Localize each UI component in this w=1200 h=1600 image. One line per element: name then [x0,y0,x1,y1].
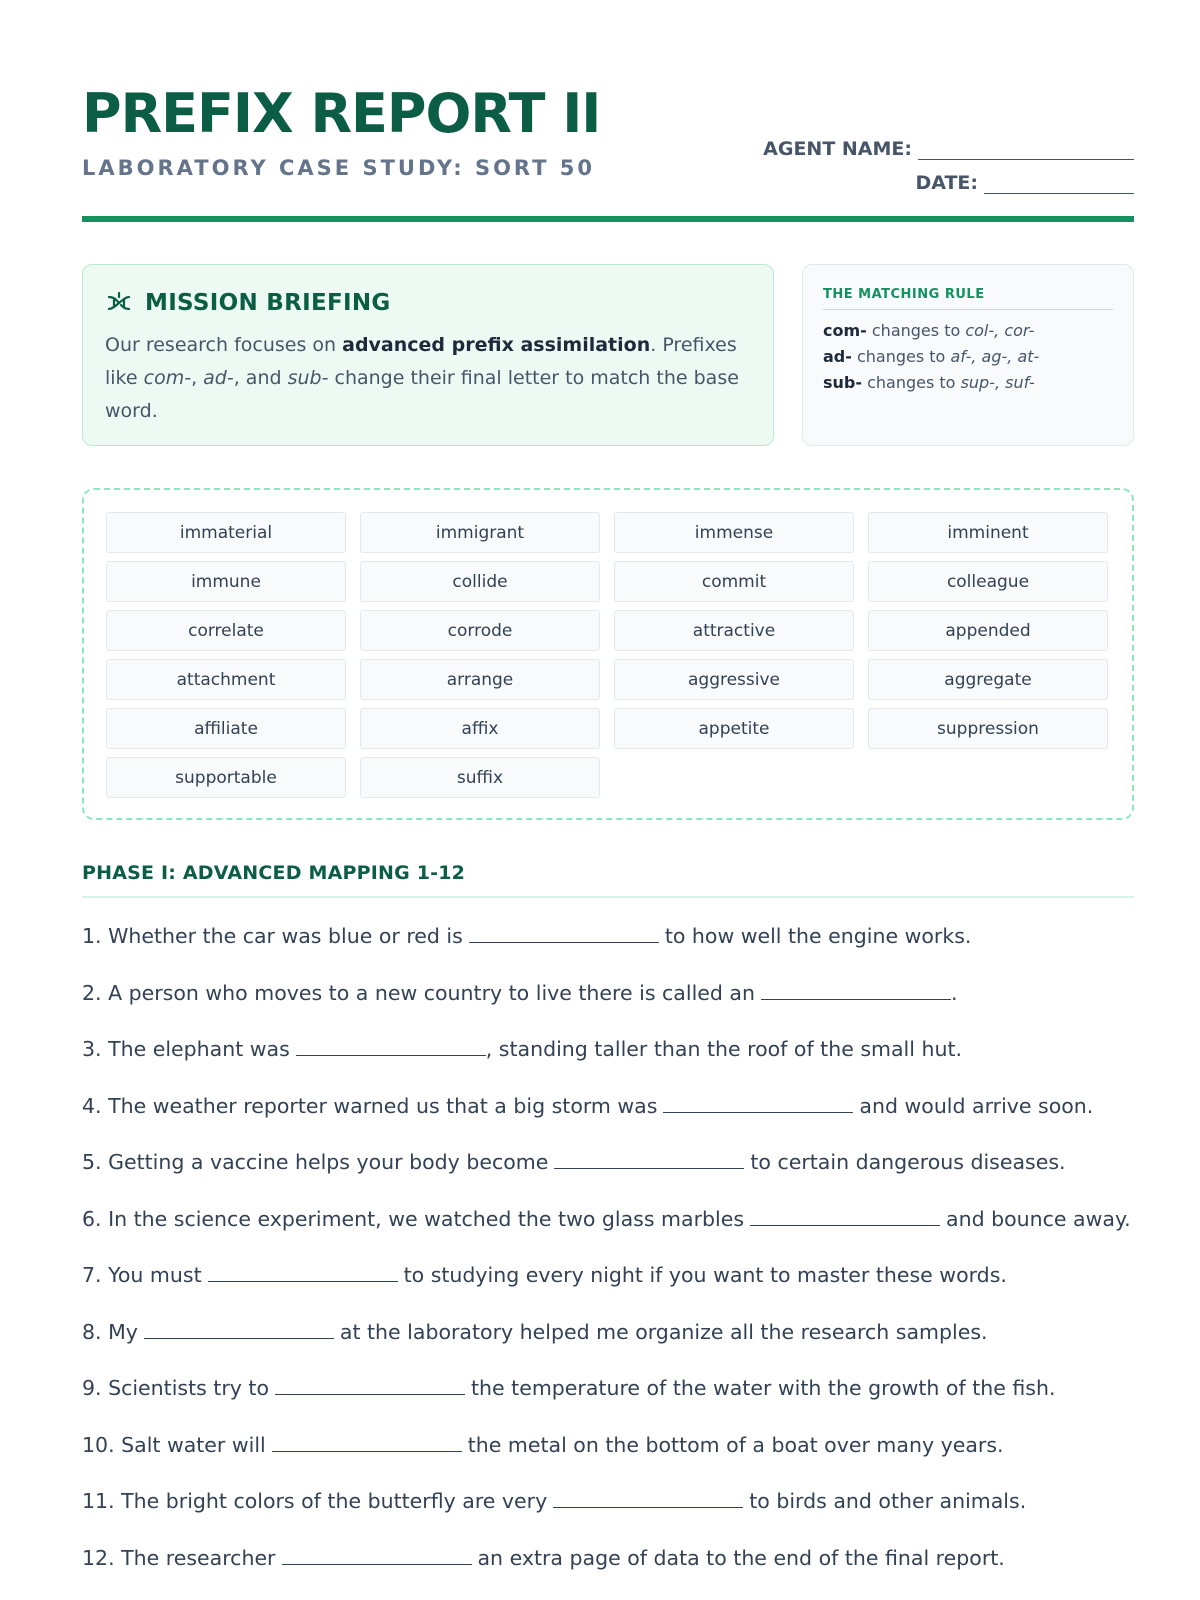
prefix-com: com- [143,367,192,389]
date-row [763,160,1134,194]
answer-blank[interactable] [663,1093,853,1113]
word-card[interactable]: immune [106,561,346,602]
question-text: to certain dangerous diseases. [750,1150,1066,1174]
word-card[interactable]: collide [360,561,600,602]
agent-name-label: AGENT NAME: [763,138,912,160]
word-card[interactable]: immigrant [360,512,600,553]
rule-text: changes to [851,347,951,366]
answer-blank[interactable] [275,1375,465,1395]
rule-text: changes to [862,373,961,392]
question-text: 4. The weather reporter warned us that a big storm was [82,1093,658,1118]
question-item [82,1088,1142,1145]
question-item [82,1201,1142,1258]
matching-rule-title: THE MATCHING RULE [823,287,1113,310]
phase-title: PHASE I: ADVANCED MAPPING 1-12 [82,862,466,884]
answer-blank[interactable] [750,1206,940,1226]
phase-divider [82,896,1134,898]
question-text: and bounce away. [946,1206,1131,1231]
rule-item [823,344,1113,370]
word-card[interactable]: immaterial [106,512,346,553]
mission-briefing [82,264,774,446]
answer-blank[interactable] [554,1149,744,1169]
word-card[interactable]: aggressive [614,659,854,700]
rule-prefix: sub- [823,373,863,392]
question-text: 6. In the science experiment, we watched the two glass marbles [82,1206,745,1231]
question-text: 1. Whether the car was blue or red is [82,924,463,948]
question-text: the temperature of the water with the growth of the fish. [471,1376,1056,1400]
question-item [82,1144,1142,1201]
prefix-ad: ad- [203,367,234,389]
question-item [82,1540,1142,1597]
briefing-key-term: advanced prefix assimilation [342,334,651,356]
question-item [82,1257,1142,1314]
briefing-separator: , and [233,367,288,389]
date-field[interactable] [984,174,1134,194]
word-card[interactable]: affix [360,708,600,749]
question-text: and would arrive soon. [859,1093,1094,1118]
question-text: to studying every night if you want to master these words. [403,1263,1007,1287]
matching-rule-box [802,264,1134,446]
word-card[interactable]: attachment [106,659,346,700]
question-text: an extra page of data to the end of the final report. [477,1545,1005,1570]
rule-item [823,370,1113,396]
question-item [82,1427,1142,1484]
word-card[interactable]: suffix [360,757,600,798]
question-text: to birds and other animals. [749,1489,1027,1513]
header [82,82,1134,222]
question-text: 12. The researcher [82,1545,276,1570]
word-card[interactable]: correlate [106,610,346,651]
briefing-text-part: Our research focuses on [105,334,343,356]
rule-forms: col-, cor- [965,321,1035,340]
briefing-text-part: change their final letter to match the base word. [105,367,739,422]
question-text: 7. You must [82,1263,202,1287]
word-card[interactable]: arrange [360,659,600,700]
question-text: 9. Scientists try to [82,1376,270,1400]
word-card[interactable]: suppression [868,708,1108,749]
answer-blank[interactable] [469,923,659,943]
question-text: the metal on the bottom of a boat over many years. [467,1432,1004,1457]
word-card[interactable]: commit [614,561,854,602]
agent-name-field[interactable] [918,140,1134,160]
briefing-header [105,287,751,319]
question-text: 3. The elephant was [82,1037,290,1061]
agent-name-row [763,126,1134,160]
question-text: 5. Getting a vaccine helps your body become [82,1150,549,1174]
question-text: 8. My [82,1319,138,1344]
answer-blank[interactable] [144,1319,334,1339]
rule-item [823,318,1113,344]
rule-text: changes to [866,321,966,340]
rule-list [823,318,1113,396]
word-card[interactable]: supportable [106,757,346,798]
student-info [763,126,1134,194]
rule-forms: af-, ag-, at- [950,347,1040,366]
answer-blank[interactable] [553,1488,743,1508]
word-card[interactable]: attractive [614,610,854,651]
question-text: at the laboratory helped me organize all the research samples. [339,1319,988,1344]
word-card[interactable]: colleague [868,561,1108,602]
briefing-separator: , [191,367,204,389]
question-item [82,918,1142,975]
rule-prefix: ad- [823,347,852,366]
word-card[interactable]: aggregate [868,659,1108,700]
briefing-title: MISSION BRIEFING [145,290,391,316]
worksheet-page [82,0,1134,1600]
word-bank [82,488,1134,820]
answer-blank[interactable] [761,980,951,1000]
question-item [82,1483,1142,1540]
answer-blank[interactable] [282,1545,472,1565]
question-text: , standing taller than the roof of the small hut. [485,1037,963,1061]
briefing-text [105,329,751,428]
page-subtitle: LABORATORY CASE STUDY: SORT 50 [82,156,596,180]
word-card[interactable]: appetite [614,708,854,749]
question-item [82,975,1142,1032]
rule-prefix: com- [823,321,867,340]
question-item [82,1370,1142,1427]
word-card[interactable]: appended [868,610,1108,651]
answer-blank[interactable] [272,1432,462,1452]
question-list [82,918,1142,1596]
question-text: 2. A person who moves to a new country to live there is called an [82,980,755,1005]
prefix-sub: sub- [287,367,329,389]
date-label: DATE: [915,172,978,194]
question-text: 11. The bright colors of the butterfly are very [82,1489,548,1513]
question-item [82,1314,1142,1371]
briefing-text-part: . Prefixes like [105,334,737,389]
header-divider [82,216,1134,222]
word-card[interactable]: corrode [360,610,600,651]
word-card[interactable]: imminent [868,512,1108,553]
question-text: 10. Salt water will [82,1432,266,1457]
question-text: to how well the engine works. [664,924,972,948]
answer-blank[interactable] [296,1036,486,1056]
word-card[interactable]: affiliate [106,708,346,749]
word-bank-grid [106,512,1110,798]
question-text: . [950,980,958,1005]
page-title: PREFIX REPORT II [82,82,601,145]
answer-blank[interactable] [208,1262,398,1282]
word-card[interactable]: immense [614,512,854,553]
rule-forms: sup-, suf- [960,373,1035,392]
question-item [82,1031,1142,1088]
dna-icon [105,289,133,317]
